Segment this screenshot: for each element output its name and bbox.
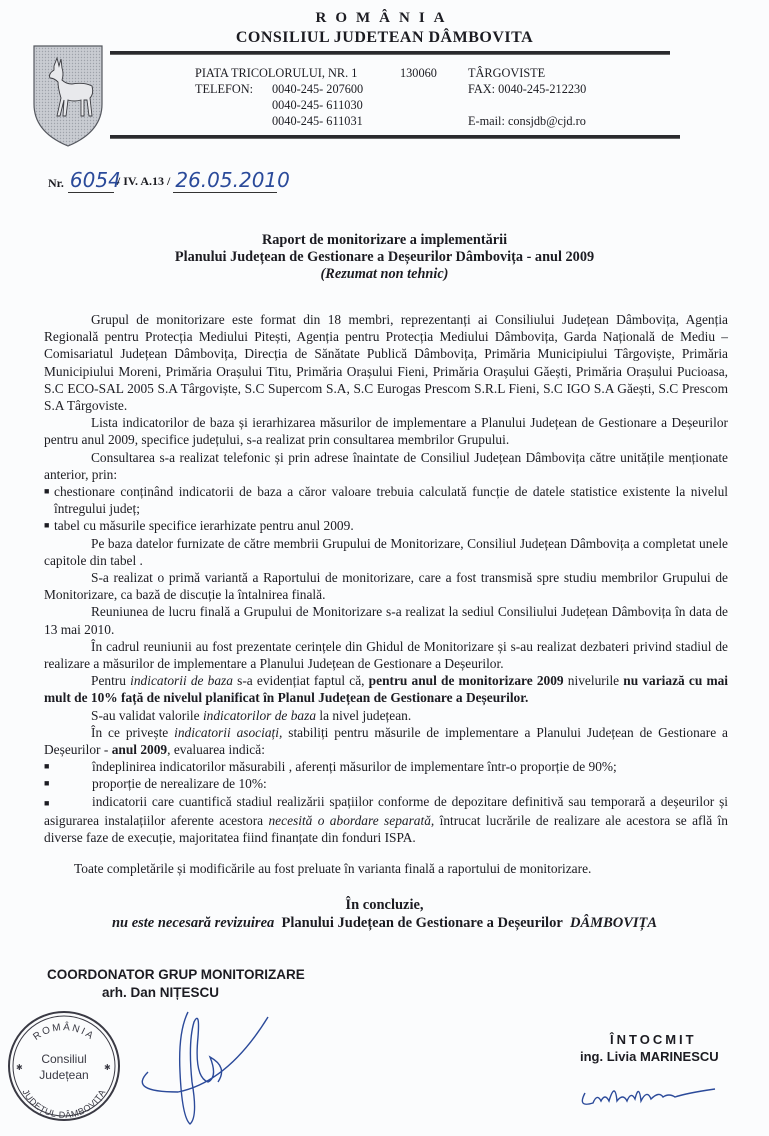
address-city: TÂRGOVISTE [468, 66, 546, 80]
header-divider-top [110, 51, 670, 55]
stamp-bottom-text: JUDEȚUL DÂMBOVIȚA [20, 1087, 108, 1120]
paragraph-final-changes: Toate completările și modificările au fost preluate în varianta finală a raportului de monitorizare. [74, 861, 592, 877]
header-divider-bottom [110, 135, 680, 139]
conclusion-italic: nu este necesară revizuirea [111, 914, 275, 931]
coordinator-signature [128, 1002, 278, 1132]
paragraph-associated-indicators: În ce privește indicatorii asociați, stabiliți pentru măsurile de implementare a Planului Județean de Gestionare a Deșeurilor - anul 2009, evaluarea indică: [44, 724, 728, 758]
header-council-name: CONSILIUL JUDETEAN DÂMBOVITA [235, 29, 534, 46]
paragraph-data-provided: Pe baza datelor furnizate de către membrii Grupului de Monitorizare, Consiliul Județean Dâmbovița a completat unele capitole din tabel . [44, 535, 728, 568]
bullet-icon: ■ [44, 520, 50, 531]
paragraph-final-meeting: Reuniunea de lucru finală a Grupului de Monitorizare s-a realizat la sediul Consiliului Județean Dâmbovița în data de 13 mai 2010. [44, 604, 728, 637]
bullet-icon: ■ [44, 761, 50, 772]
bullet-icon: ■ [44, 778, 50, 789]
conclusion-text [0, 914, 769, 932]
list-item: ■ tabel cu măsurile specifice ierarhizate pentru anul 2009. [44, 518, 354, 534]
list-item: ■ indicatorii care cuantifică stadiul realizării spațiilor conforme de depozitare definitivă sau temporară a deșeurilor și asigurarea instalațiilor aferente acestora necesită o abordare separată, întrucat lucrările de realizare ale acestora se află în diverse faze de execuție, majoritatea fiind finanțate din fonduri ISPA. [44, 793, 728, 846]
address-street: PIATA TRICOLORULUI, NR. 1 [195, 66, 358, 80]
document-title-line2: Planului Județean de Gestionare a Deșeurilor Dâmbovița - anul 2009 [174, 249, 595, 265]
prepared-by-name: ing. Livia MARINESCU [580, 1048, 719, 1064]
reference-date: 26.05.2010 [175, 168, 290, 192]
reference-prefix: Nr. [48, 176, 64, 190]
list-item: ■ proporție de nerealizare de 10%: [44, 776, 267, 792]
paragraph-first-version: S-a realizat o primă variantă a Raportului de monitorizare, care a fost transmisă spre studiu membrilor Grupului de Monitorizare, ca bază de discuție la întalnirea finală. [44, 570, 728, 603]
reference-number: 6054 [69, 168, 121, 192]
shield-with-deer-icon [32, 44, 104, 148]
bullet-icon: ■ [44, 486, 50, 497]
paragraph-validated: S-au validat valorile indicatorilor de baza la nivel județean. [91, 707, 412, 723]
coordinator-title: COORDONATOR GRUP MONITORIZARE [47, 966, 305, 982]
phone-number: 0040-245- 611030 [272, 98, 363, 112]
header-country: ROMÂNIA [315, 10, 454, 26]
coordinator-name: arh. Dan NIȚESCU [102, 984, 220, 1000]
bullet-icon: ■ [44, 797, 50, 808]
signatures-block [0, 966, 769, 1136]
address-postal-code: 130060 [400, 66, 437, 80]
svg-text:JUDEȚUL DÂMBOVIȚA [20, 1087, 107, 1120]
paragraph-base-indicators: Pentru indicatorii de baza s-a evidențiat faptul că, pentru anul de monitorizare 2009 nivelurile nu variază cu mai mult de 10% față de nivelul planificat în Planul Județean de Gestionare a Deșeurilor. [44, 673, 729, 706]
list-item: ■ îndeplinirea indicatorilor măsurabili , aferenți măsurilor de implementare într-o proporție de 90%; [44, 759, 617, 775]
document-title: Raport de monitorizare a implementării [261, 232, 508, 248]
document-subtitle: (Rezumat non tehnic) [320, 266, 449, 282]
conclusion-plan: Planului Județean de Gestionare a Deșeurilor [281, 914, 563, 931]
phone-label: TELEFON: [195, 82, 254, 96]
prepared-by-title: ÎNTOCMIT [610, 1031, 697, 1047]
fax-number: FAX: 0040-245-212230 [468, 82, 587, 96]
official-stamp-icon [4, 1006, 124, 1126]
svg-text:ROMÂNIA [31, 1020, 96, 1043]
phone-number: 0040-245- 611031 [272, 114, 363, 128]
list-item: ■ chestionare conținând indicatorii de baza a căror valoare trebuia calculată funcție de datele statistice existente la nivelul întregului județ; [44, 484, 728, 517]
registration-reference [48, 168, 290, 193]
conclusion-heading: În concluzie, [345, 896, 424, 913]
stamp-center-text: Județean [39, 1067, 89, 1082]
paragraph-indicators-list: Lista indicatorilor de baza și ierarhizarea măsurilor de implementare a Planului Județean de Gestionare a Deșeurilor pentru anul 2009, specifice județului, s-a realizat prin consultarea membrilor Grupului. [44, 415, 728, 448]
paragraph-meeting-content: În cadrul reuniunii au fost prezentate cerințele din Ghidul de Monitorizare și s-au realizat dezbateri privind stadiul de realizare a măsurilor de implementare a Planului Județean de Gestionare a Deșeurilor. [44, 638, 728, 672]
paragraph-members: Grupul de monitorizare este format din 18 membri, reprezentanți ai Consiliului Județean Dâmbovița, Agenția Regională pentru Protecția Mediului Pitești, Agenția pentru Protecția Mediului Dâmbovița, Garda Națională de Mediu – Comisariatul Județean Dâmbovița, Direcția de Sănătate Publică Dâmbovița, Primăria Municipiului Târgoviște, Primăria Municipiului Moreni, Primăria Orașului Titu, Primăria Orașului Fieni, Primăria Orașului Găești, Primăria Orașului Pucioasa, S.C ECO-SAL 2005 S.A Târgoviște, S.C Supercom S.A, S.C Eurogas Prescom S.R.L Fieni, S.C IGO S.A Găești, S.C Prescom S.A Târgoviste. [44, 312, 728, 414]
report-body [44, 311, 728, 878]
star-icon: ✱ [16, 1062, 23, 1072]
email-address: E-mail: consjdb@cjd.ro [468, 114, 586, 128]
phone-number: 0040-245- 207600 [272, 82, 364, 96]
paragraph-consultation: Consultarea s-a realizat telefonic și prin adrese înaintate de Consiliul Județean Dâmbovița către unitățile menționate anterior, prin: [44, 449, 728, 482]
conclusion-county: DÂMBOVIȚA [570, 914, 658, 931]
preparer-signature [575, 1068, 725, 1118]
stamp-top-text: ROMÂNIA [31, 1021, 97, 1043]
document-content [0, 232, 769, 1136]
reference-section: / IV. A.13 / [116, 174, 171, 188]
stamp-center-text: Consiliul [41, 1051, 87, 1066]
star-icon: ✱ [104, 1062, 111, 1072]
